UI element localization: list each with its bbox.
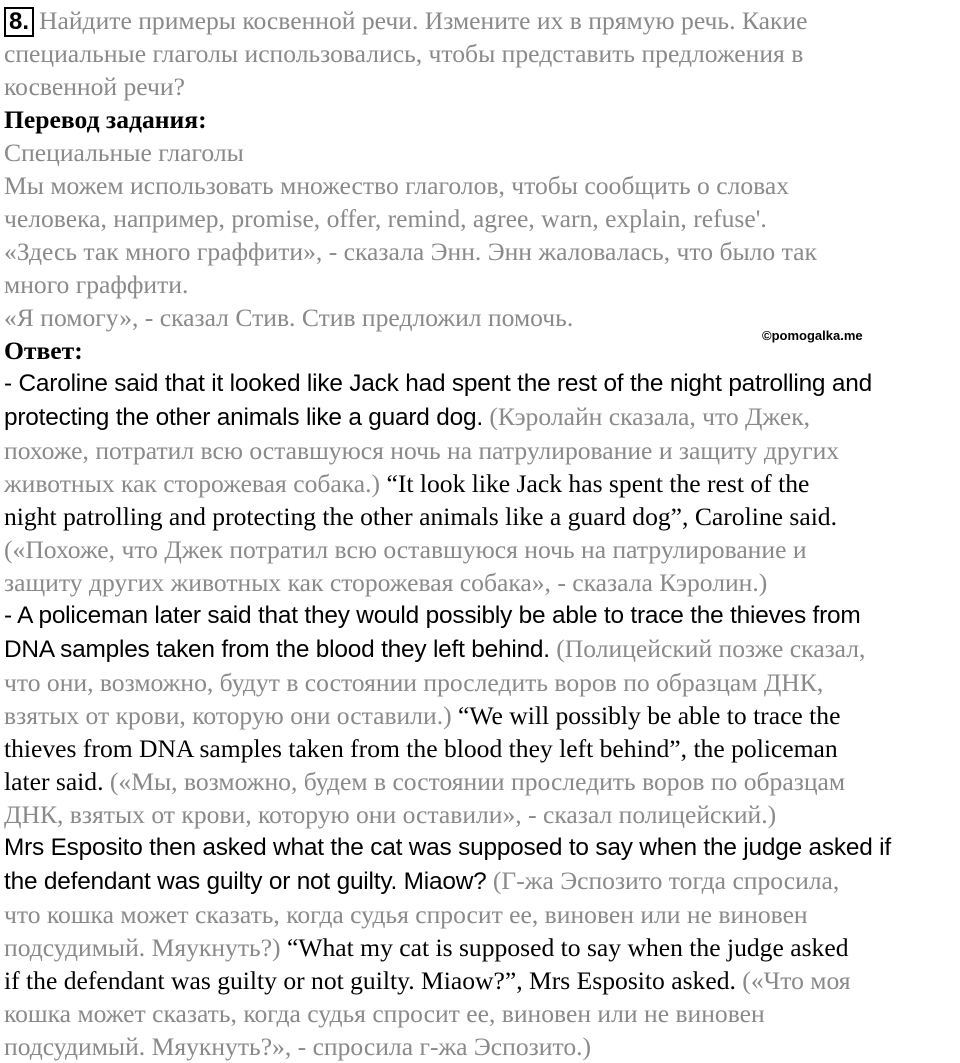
answer-line [4,467,954,500]
russian-text: (Г-жа Эспозито тогда спросила, [486,866,840,895]
answer-line: подсудимый. Мяукнуть?», - спросила г-жа Эспозито.) [4,1032,592,1061]
answer-line: («Похоже, что Джек потратил всю оставшуюся ночь на патрулирование и [4,535,807,564]
russian-text: взятых от крови, которую они оставили.) [4,701,452,730]
translation-line: много граффити. [4,270,189,299]
answer-line [4,931,954,964]
russian-text: («Мы, возможно, будем в состоянии проследить воров по образцам [103,767,846,796]
task-text: Найдите примеры косвенной речи. Измените их в прямую речь. Какие [39,6,808,35]
english-text: later said. [4,767,104,796]
russian-text: (Полицейский позже сказал, [549,634,866,663]
answer-line [4,632,954,666]
russian-text: подсудимый. Мяукнуть?) [4,933,281,962]
english-text: “We will possibly be able to trace the [451,701,841,730]
task-number: 8. [4,7,34,37]
answer-line: night patrolling and protecting the other animals like a guard dog”, Caroline said. [4,502,837,531]
answer-line [4,699,954,732]
answer-line: ДНК, взятых от крови, которую они оставили», - сказал полицейский.) [4,800,777,829]
task-line-3: косвенной речи? [4,72,185,101]
answer-line: защиту других животных как сторожевая собака», - сказала Кэролин.) [4,568,768,597]
answer-line: Mrs Esposito then asked what the cat was supposed to say when the judge asked if [4,834,891,861]
translation-line: «Здесь так много граффити», - сказала Энн. Энн жаловалась, что было так [4,237,817,266]
task-line-1 [4,4,954,37]
english-text: if the defendant was guilty or not guilty. Miaow?”, Mrs Esposito asked. [4,966,736,995]
answer-line [4,765,954,798]
answer-line [4,400,954,434]
answer-heading: Ответ: [4,336,83,365]
english-text: the defendant was guilty or not guilty. Miaow? [4,868,487,895]
answer-line: что кошка может сказать, когда судья спросит ее, виновен или не виновен [4,900,808,929]
translation-line: Мы можем использовать множество глаголов, чтобы сообщить о словах [4,171,790,200]
translation-line: «Я помогу», - сказал Стив. Стив предложил помочь. [4,303,574,332]
answer-line [4,964,954,997]
task-line-2: специальные глаголы использовались, чтобы представить предложения в [4,39,804,68]
english-text: “It look like Jack has spent the rest of the [380,469,810,498]
english-text: “What my cat is supposed to say when the judge asked [280,933,849,962]
answer-line: похоже, потратил всю оставшуюся ночь на патрулирование и защиту других [4,436,840,465]
answer-line: что они, возможно, будут в состоянии проследить воров по образцам ДНК, [4,668,824,697]
english-text: protecting the other animals like a guard dog. [4,404,483,431]
answer-line: thieves from DNA samples taken from the blood they left behind”, the policeman [4,734,838,763]
translation-line: человека, например, promise, offer, remind, agree, warn, explain, refuse'. [4,204,767,233]
russian-text: животных как сторожевая собака.) [4,469,381,498]
translation-line: Специальные глаголы [4,138,244,167]
answer-line [4,864,954,898]
answer-line: кошка может сказать, когда судья спросит ее, виновен или не виновен [4,999,765,1028]
watermark: ©pomogalka.me [762,328,863,343]
translation-heading: Перевод задания: [4,105,207,134]
answer-line: - Caroline said that it looked like Jack had spent the rest of the night patrolling and [4,370,872,397]
english-text: DNA samples taken from the blood they left behind. [4,636,550,663]
russian-text: (Кэролайн сказала, что Джек, [482,402,811,431]
russian-text: («Что моя [735,966,851,995]
document-page [4,4,954,1063]
answer-line: - A policeman later said that they would possibly be able to trace the thieves from [4,602,861,629]
